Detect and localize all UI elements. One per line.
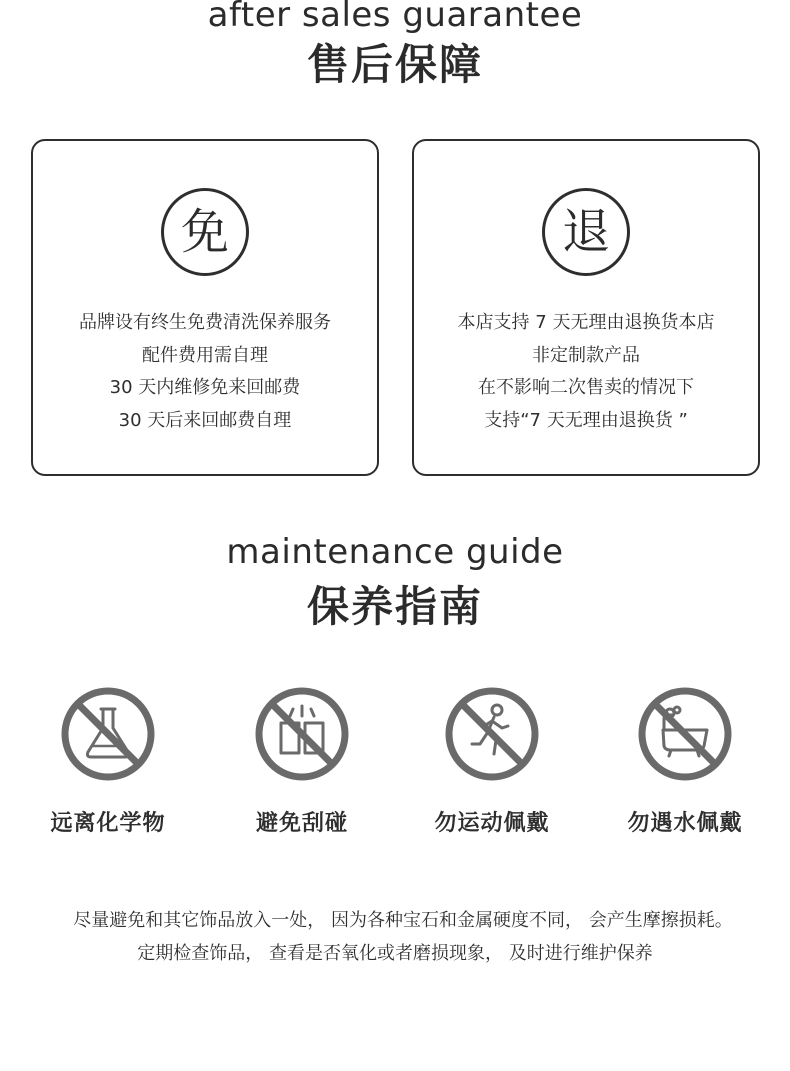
card-line: 配件费用需自理	[142, 344, 268, 366]
card-line: 30 天内维修免来回邮费	[109, 377, 301, 398]
card-line: 在不影响二次售卖的情况下	[478, 377, 694, 398]
card-line: 非定制款产品	[532, 344, 640, 366]
no-scratch-icon	[254, 686, 350, 782]
no-sport-icon	[444, 686, 540, 782]
card-line: 品牌设有终生免费清洗保养服务	[79, 312, 331, 333]
card-line: 支持“7 天无理由退换货 ”	[484, 409, 688, 431]
after-sales-title-cn: 售后保障	[306, 40, 483, 89]
care-item-scratch	[207, 686, 397, 837]
maintenance-note-line-2: 定期检查饰品， 查看是否氧化或者磨损现象， 及时进行维护保养	[137, 943, 653, 964]
maintenance-note-line-1: 尽量避免和其它饰品放入一处， 因为各种宝石和金属硬度不同， 会产生摩擦损耗。	[73, 910, 733, 931]
card-line: 30 天后来回邮费自理	[118, 409, 292, 431]
no-water-icon	[637, 686, 733, 782]
return-policy-card	[412, 139, 760, 476]
card-line: 本店支持 7 天无理由退换货本店	[457, 312, 715, 333]
maintenance-title-en: maintenance guide	[226, 532, 564, 572]
after-sales-title-en: after sales guarantee	[207, 0, 583, 35]
care-label-water: 勿遇水佩戴	[627, 811, 743, 836]
no-chemicals-icon	[60, 686, 156, 782]
free-service-lines	[33, 307, 377, 437]
care-label-scratch: 避免刮碰	[255, 811, 348, 836]
free-badge-icon: 免	[161, 188, 249, 276]
care-label-sport: 勿运动佩戴	[434, 811, 550, 836]
free-service-card	[31, 139, 379, 476]
care-item-water	[590, 686, 780, 837]
care-item-chemicals	[13, 686, 203, 837]
return-badge-icon: 退	[542, 188, 630, 276]
care-item-sport	[397, 686, 587, 837]
maintenance-title-cn: 保养指南	[306, 582, 483, 631]
return-policy-lines	[414, 307, 758, 437]
care-label-chemicals: 远离化学物	[50, 811, 166, 836]
